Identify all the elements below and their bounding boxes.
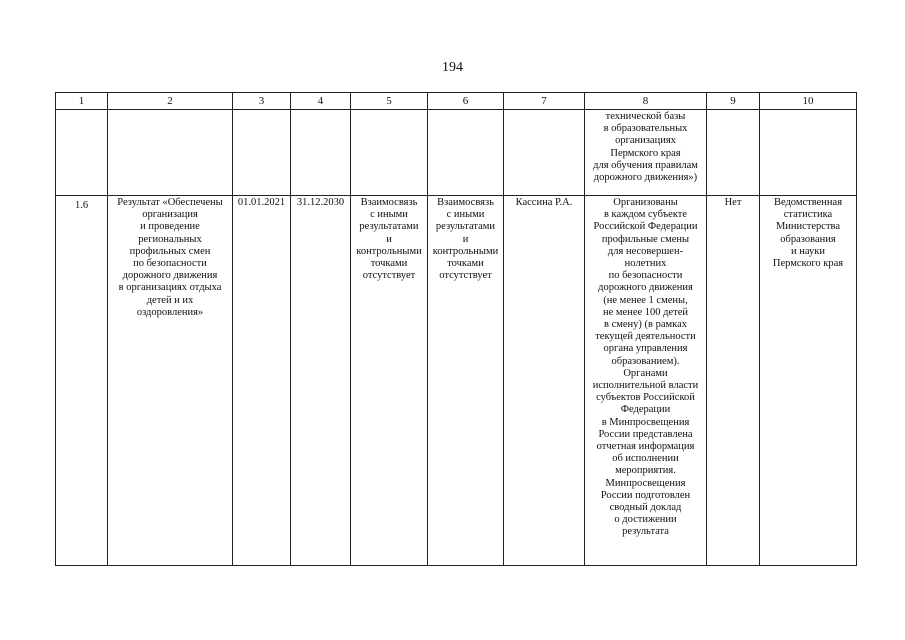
column-number: 1 [56,93,108,110]
responsible-person: Кассина Р.А. [504,196,585,566]
column-number: 6 [428,93,504,110]
end-date: 31.12.2030 [291,196,351,566]
table-cell [351,110,428,196]
column-number: 10 [760,93,857,110]
column-number: 4 [291,93,351,110]
result-description: Организованы в каждом субъекте Российской Федерации профильные смены для несовершен- нолетних по безопасности дорожного движения (не менее 1 смены, не менее 100 детей в смену) (в рамках текущей деятельности органа управления образованием). Органами исполнительной власти субъектов Российской Федерации в Минпросвещения России представлена отчетная информация об исполнении мероприятия. Минпросвещения России подготовлен сводный доклад о достижении результата [585,196,707,566]
page-number: 194 [442,60,463,75]
column-number: 5 [351,93,428,110]
start-date: 01.01.2021 [233,196,291,566]
column-number: 9 [707,93,760,110]
table-cell [108,110,233,196]
column-number: 3 [233,93,291,110]
flag-value: Нет [707,196,760,566]
table-cell [760,110,857,196]
activities-table [55,92,857,566]
table-cell [428,110,504,196]
column-number: 8 [585,93,707,110]
result-name: Результат «Обеспечены организация и проведение региональных профильных смен по безопасности дорожного движения в организациях отдыха детей и их оздоровления» [108,196,233,566]
continuation-row [56,110,857,196]
column-number: 2 [108,93,233,110]
table-cell [504,110,585,196]
relation-checkpoints: Взаимосвязь с иными результатами и контрольными точками отсутствует [428,196,504,566]
table-row-1-6 [56,196,857,566]
information-source: Ведомственная статистика Министерства образования и науки Пермского края [760,196,857,566]
table-cell [291,110,351,196]
relation-results: Взаимосвязь с иными результатами и контрольными точками отсутствует [351,196,428,566]
table-cell [56,110,108,196]
column-number: 7 [504,93,585,110]
result-description-continued: технической базы в образовательных организациях Пермского края для обучения правилам дорожного движения») [585,110,707,196]
table-cell [707,110,760,196]
column-number-row [56,93,857,110]
row-number: 1.6 [56,196,108,566]
table-cell [233,110,291,196]
